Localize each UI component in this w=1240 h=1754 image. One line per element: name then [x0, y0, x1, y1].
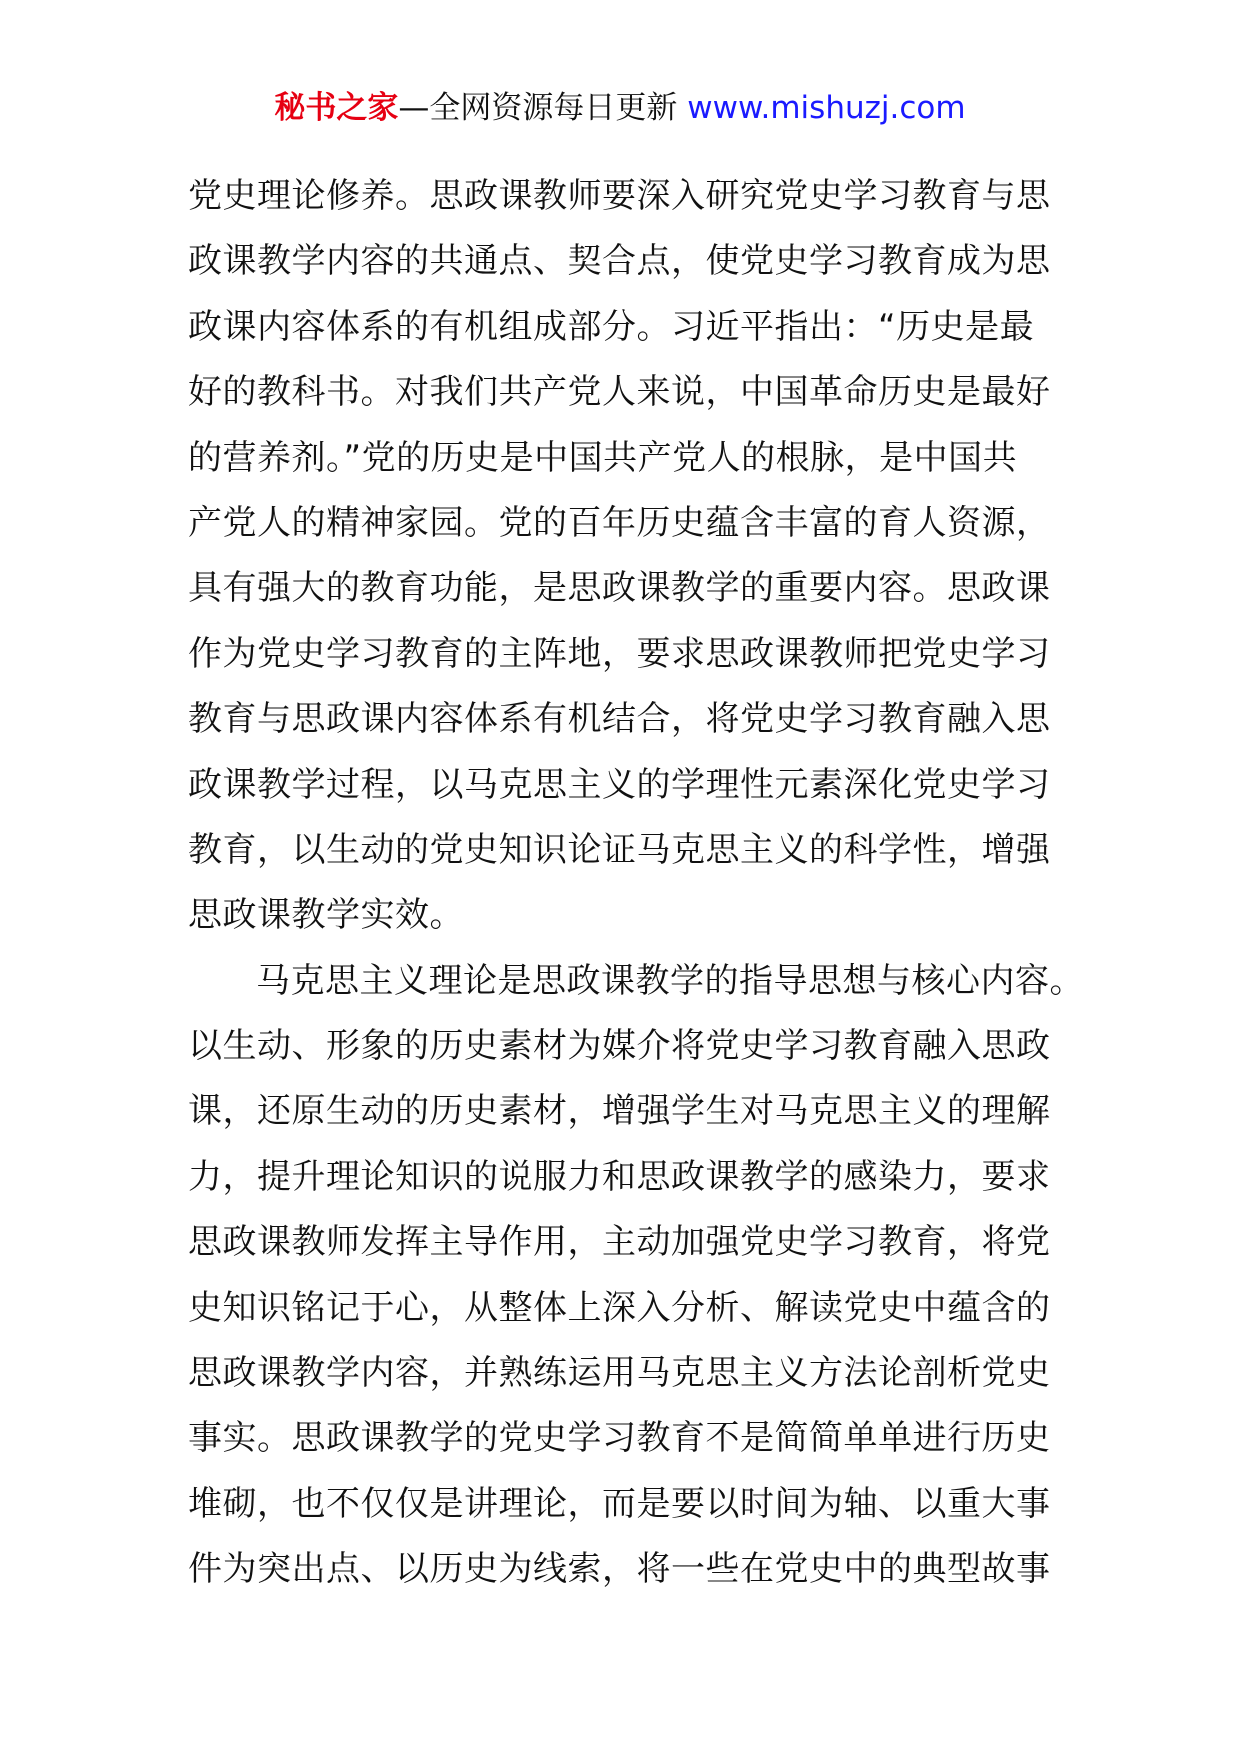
paragraph-1	[188, 164, 1068, 949]
text-line: 事实。思政课教学的党史学习教育不是简简单单进行历史	[188, 1418, 1051, 1459]
text-line: 史知识铭记于心，从整体上深入分析、解读党史中蕴含的	[188, 1287, 1051, 1328]
text-line: 课，还原生动的历史素材，增强学生对马克思主义的理解	[188, 1091, 1051, 1132]
document-body	[188, 164, 1084, 1603]
text-line: 政课教学过程，以马克思主义的学理性元素深化党史学习	[188, 764, 1051, 805]
text-line: 产党人的精神家园。党的百年历史蕴含丰富的育人资源，	[188, 502, 1051, 543]
text-line: 教育与思政课内容体系有机结合，将党史学习教育融入思	[188, 699, 1051, 740]
text-line: 思政课教师发挥主导作用，主动加强党史学习教育，将党	[188, 1222, 1051, 1263]
text-line: 思政课教学实效。	[188, 895, 464, 936]
text-line: 的营养剂。”党的历史是中国共产党人的根脉，是中国共	[188, 437, 1018, 478]
text-line: 好的教科书。对我们共产党人来说，中国革命历史是最好	[188, 372, 1051, 413]
text-line-indented: 马克思主义理论是思政课教学的指导思想与核心内容。	[256, 960, 1084, 1001]
text-line: 以生动、形象的历史素材为媒介将党史学习教育融入思政	[188, 1026, 1051, 1067]
page-header	[0, 88, 1240, 128]
text-line: 政课内容体系的有机组成部分。习近平指出：“历史是最	[188, 306, 1035, 347]
text-line: 件为突出点、以历史为线索，将一些在党史中的典型故事	[188, 1549, 1051, 1590]
text-line: 力，提升理论知识的说服力和思政课教学的感染力，要求	[188, 1156, 1051, 1197]
text-line: 教育，以生动的党史知识论证马克思主义的科学性，增强	[188, 829, 1051, 870]
text-line: 堆砌，也不仅仅是讲理论，而是要以时间为轴、以重大事	[188, 1483, 1051, 1524]
text-line: 政课教学内容的共通点、契合点，使党史学习教育成为思	[188, 241, 1051, 282]
site-brand: 秘书之家	[274, 90, 399, 126]
text-line: 思政课教学内容，并熟练运用马克思主义方法论剖析党史	[188, 1353, 1051, 1394]
site-url-link[interactable]: www.mishuzj.com	[687, 90, 966, 126]
text-line: 党史理论修养。思政课教师要深入研究党史学习教育与思	[188, 176, 1051, 216]
text-line: 作为党史学习教育的主阵地，要求思政课教师把党史学习	[188, 633, 1051, 674]
text-line: 具有强大的教育功能，是思政课教学的重要内容。思政课	[188, 568, 1051, 609]
paragraph-2	[188, 949, 1084, 1603]
site-tagline: —全网资源每日更新	[398, 90, 678, 126]
